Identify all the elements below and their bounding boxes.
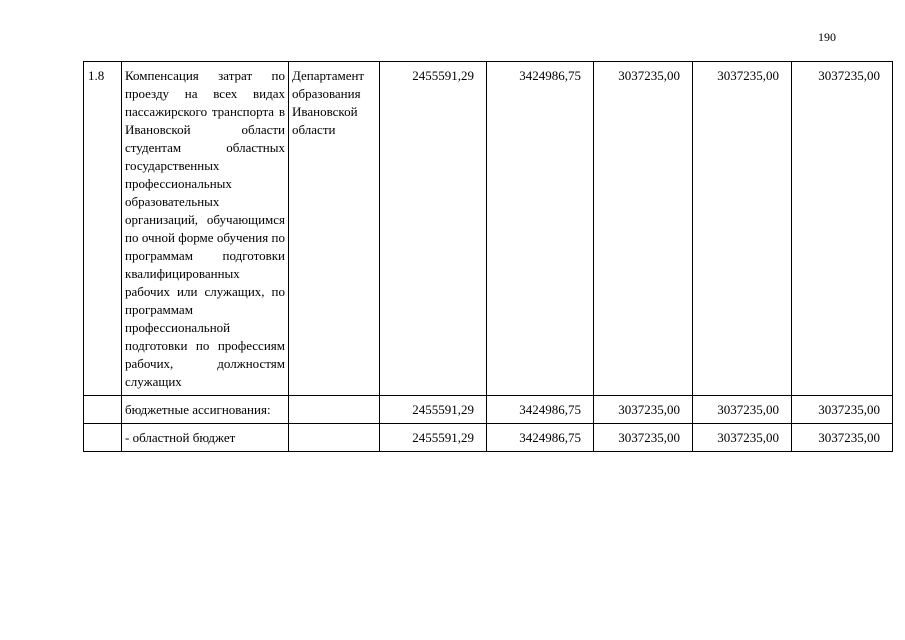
row-value: 3037235,00 bbox=[594, 396, 693, 424]
table-row bbox=[84, 424, 893, 452]
row-code bbox=[84, 424, 122, 452]
row-value: 3424986,75 bbox=[487, 396, 594, 424]
row-value: 3037235,00 bbox=[594, 424, 693, 452]
table-row bbox=[84, 62, 893, 396]
row-value: 3424986,75 bbox=[487, 424, 594, 452]
row-value: 3037235,00 bbox=[594, 62, 693, 396]
budget-table bbox=[83, 61, 893, 452]
row-value: 3037235,00 bbox=[792, 62, 893, 396]
row-value: 2455591,29 bbox=[380, 62, 487, 396]
row-name: - областной бюджет bbox=[122, 424, 289, 452]
row-value: 3037235,00 bbox=[693, 424, 792, 452]
row-value: 3037235,00 bbox=[792, 424, 893, 452]
row-value: 3037235,00 bbox=[693, 396, 792, 424]
table-row bbox=[84, 396, 893, 424]
row-value: 2455591,29 bbox=[380, 396, 487, 424]
row-executor: Департамент образования Ивановской области bbox=[289, 62, 380, 396]
row-value: 2455591,29 bbox=[380, 424, 487, 452]
row-name: Компенсация затрат по проезду на всех видах пассажирского транспорта в Ивановской области студентам областных государственных профессиональных образовательных организаций, обучающимся по очной форме обучения по программам подготовки квалифицированных рабочих или служащих, по программам профессиональной подготовки по профессиям рабочих, должностям служащих bbox=[122, 62, 289, 396]
page-number: 190 bbox=[818, 30, 836, 44]
row-code: 1.8 bbox=[84, 62, 122, 396]
row-value: 3424986,75 bbox=[487, 62, 594, 396]
row-name: бюджетные ассигнования: bbox=[122, 396, 289, 424]
row-executor bbox=[289, 396, 380, 424]
row-value: 3037235,00 bbox=[693, 62, 792, 396]
row-value: 3037235,00 bbox=[792, 396, 893, 424]
row-code bbox=[84, 396, 122, 424]
row-executor bbox=[289, 424, 380, 452]
